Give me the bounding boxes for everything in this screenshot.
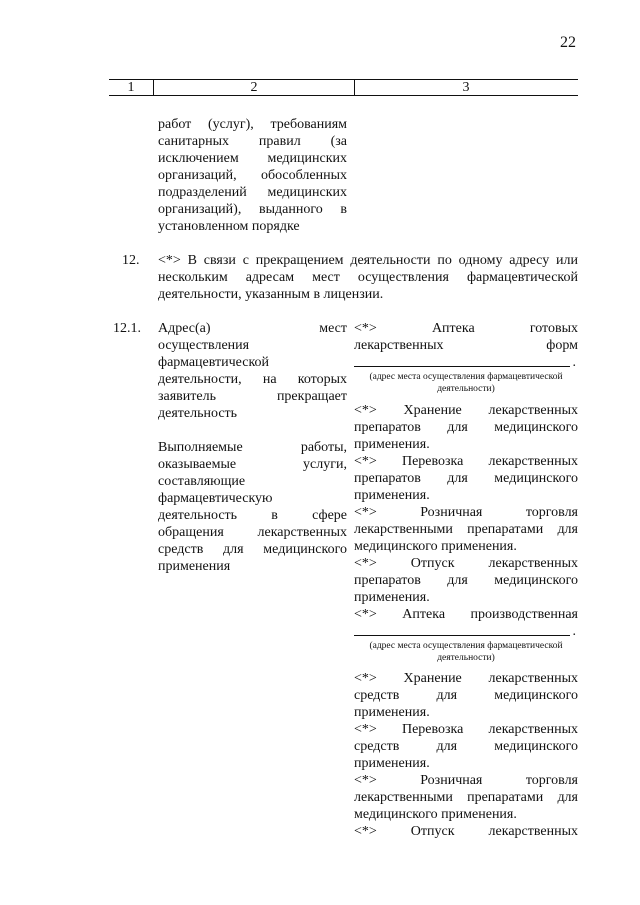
text-line: медицинского применения. xyxy=(354,807,517,822)
text-line: организаций), выданного в xyxy=(158,202,347,217)
header-col-1: 1 xyxy=(127,80,135,95)
text-line: подразделений медицинских xyxy=(158,185,347,200)
text-line: Адрес(а) мест xyxy=(158,321,347,336)
address-blank-2 xyxy=(354,623,578,640)
text-line: <*> Отпуск лекарственных xyxy=(354,824,578,839)
text-line: <*> Розничная торговля xyxy=(354,505,578,520)
text-line: санитарных правил (за xyxy=(158,134,347,149)
text-line: фармацевтическую xyxy=(158,491,273,506)
text-line: применения. xyxy=(354,488,430,503)
text-line: применения xyxy=(158,559,231,574)
text-line: средств для медицинского xyxy=(354,739,578,754)
text-line: деятельность xyxy=(158,406,238,421)
text-line: деятельности, указанным в лицензии. xyxy=(158,287,384,302)
text-line: Выполняемые работы, xyxy=(158,440,347,455)
address-blank-1 xyxy=(354,354,578,371)
section-12-text xyxy=(158,252,578,303)
section-12-1-right-3 xyxy=(354,670,578,840)
section-12-1-left-b xyxy=(158,439,347,575)
text-line: осуществления xyxy=(158,338,250,353)
text-line: применения. xyxy=(354,756,430,771)
text-line: исключением медицинских xyxy=(158,151,347,166)
text-line: <*> Аптека готовых xyxy=(354,321,578,336)
text-line: <*> Перевозка лекарственных xyxy=(354,722,578,737)
text-line: <*> Аптека производственная xyxy=(354,607,578,622)
text-line: препаратов для медицинского xyxy=(354,471,578,486)
text-line: применения. xyxy=(354,437,430,452)
blank-period: . xyxy=(572,355,576,370)
text-line: обращения лекарственных xyxy=(158,525,347,540)
section-12-1-number: 12.1. xyxy=(113,321,141,336)
text-line: заявитель прекращает xyxy=(158,389,347,404)
text-line: составляющие xyxy=(158,474,246,489)
page-number: 22 xyxy=(560,34,576,51)
text-line: <*> В связи с прекращением деятельности по одному адресу или xyxy=(158,253,578,268)
text-line: оказываемые услуги, xyxy=(158,457,347,472)
section-12-number: 12. xyxy=(122,253,140,268)
text-line: нескольким адресам мест осуществления фармацевтической xyxy=(158,270,578,285)
text-line: <*> Отпуск лекарственных xyxy=(354,556,578,571)
section-12-1-right-2 xyxy=(354,402,578,664)
text-line: средств для медицинского xyxy=(354,688,578,703)
text-line: лекарственных форм xyxy=(354,338,578,353)
text-line: средств для медицинского xyxy=(158,542,347,557)
text-line: <*> Розничная торговля xyxy=(354,773,578,788)
text-line: деятельность в сфере xyxy=(158,508,347,523)
text-line: организаций, обособленных xyxy=(158,168,347,183)
text-line: установленном порядке xyxy=(158,219,300,234)
header-col-2: 2 xyxy=(250,80,258,95)
text-line: применения. xyxy=(354,590,430,605)
text-line: лекарственными препаратами для xyxy=(354,790,578,805)
text-line: применения. xyxy=(354,705,430,720)
text-line: деятельности, на которых xyxy=(158,372,347,387)
address-caption-1: (адрес места осуществления фармацевтической деятельности) xyxy=(369,372,563,394)
header-col-3: 3 xyxy=(462,80,470,95)
text-line: <*> Хранение лекарственных xyxy=(354,671,578,686)
continuation-text xyxy=(158,116,347,235)
text-line: <*> Хранение лекарственных xyxy=(354,403,578,418)
text-line: препаратов для медицинского xyxy=(354,573,578,588)
text-line: препаратов для медицинского xyxy=(354,420,578,435)
text-line: лекарственными препаратами для xyxy=(354,522,578,537)
table-header xyxy=(109,79,578,96)
text-line: работ (услуг), требованиям xyxy=(158,117,347,132)
blank-underline xyxy=(354,366,570,367)
section-12-1-left-a xyxy=(158,320,347,422)
blank-underline xyxy=(354,635,570,636)
text-line: медицинского применения. xyxy=(354,539,517,554)
address-caption-2: (адрес места осуществления фармацевтической деятельности) xyxy=(369,641,563,663)
text-line: <*> Перевозка лекарственных xyxy=(354,454,578,469)
section-12-1-right-1 xyxy=(354,320,578,395)
text-line: фармацевтической xyxy=(158,355,270,370)
blank-period: . xyxy=(572,624,576,639)
